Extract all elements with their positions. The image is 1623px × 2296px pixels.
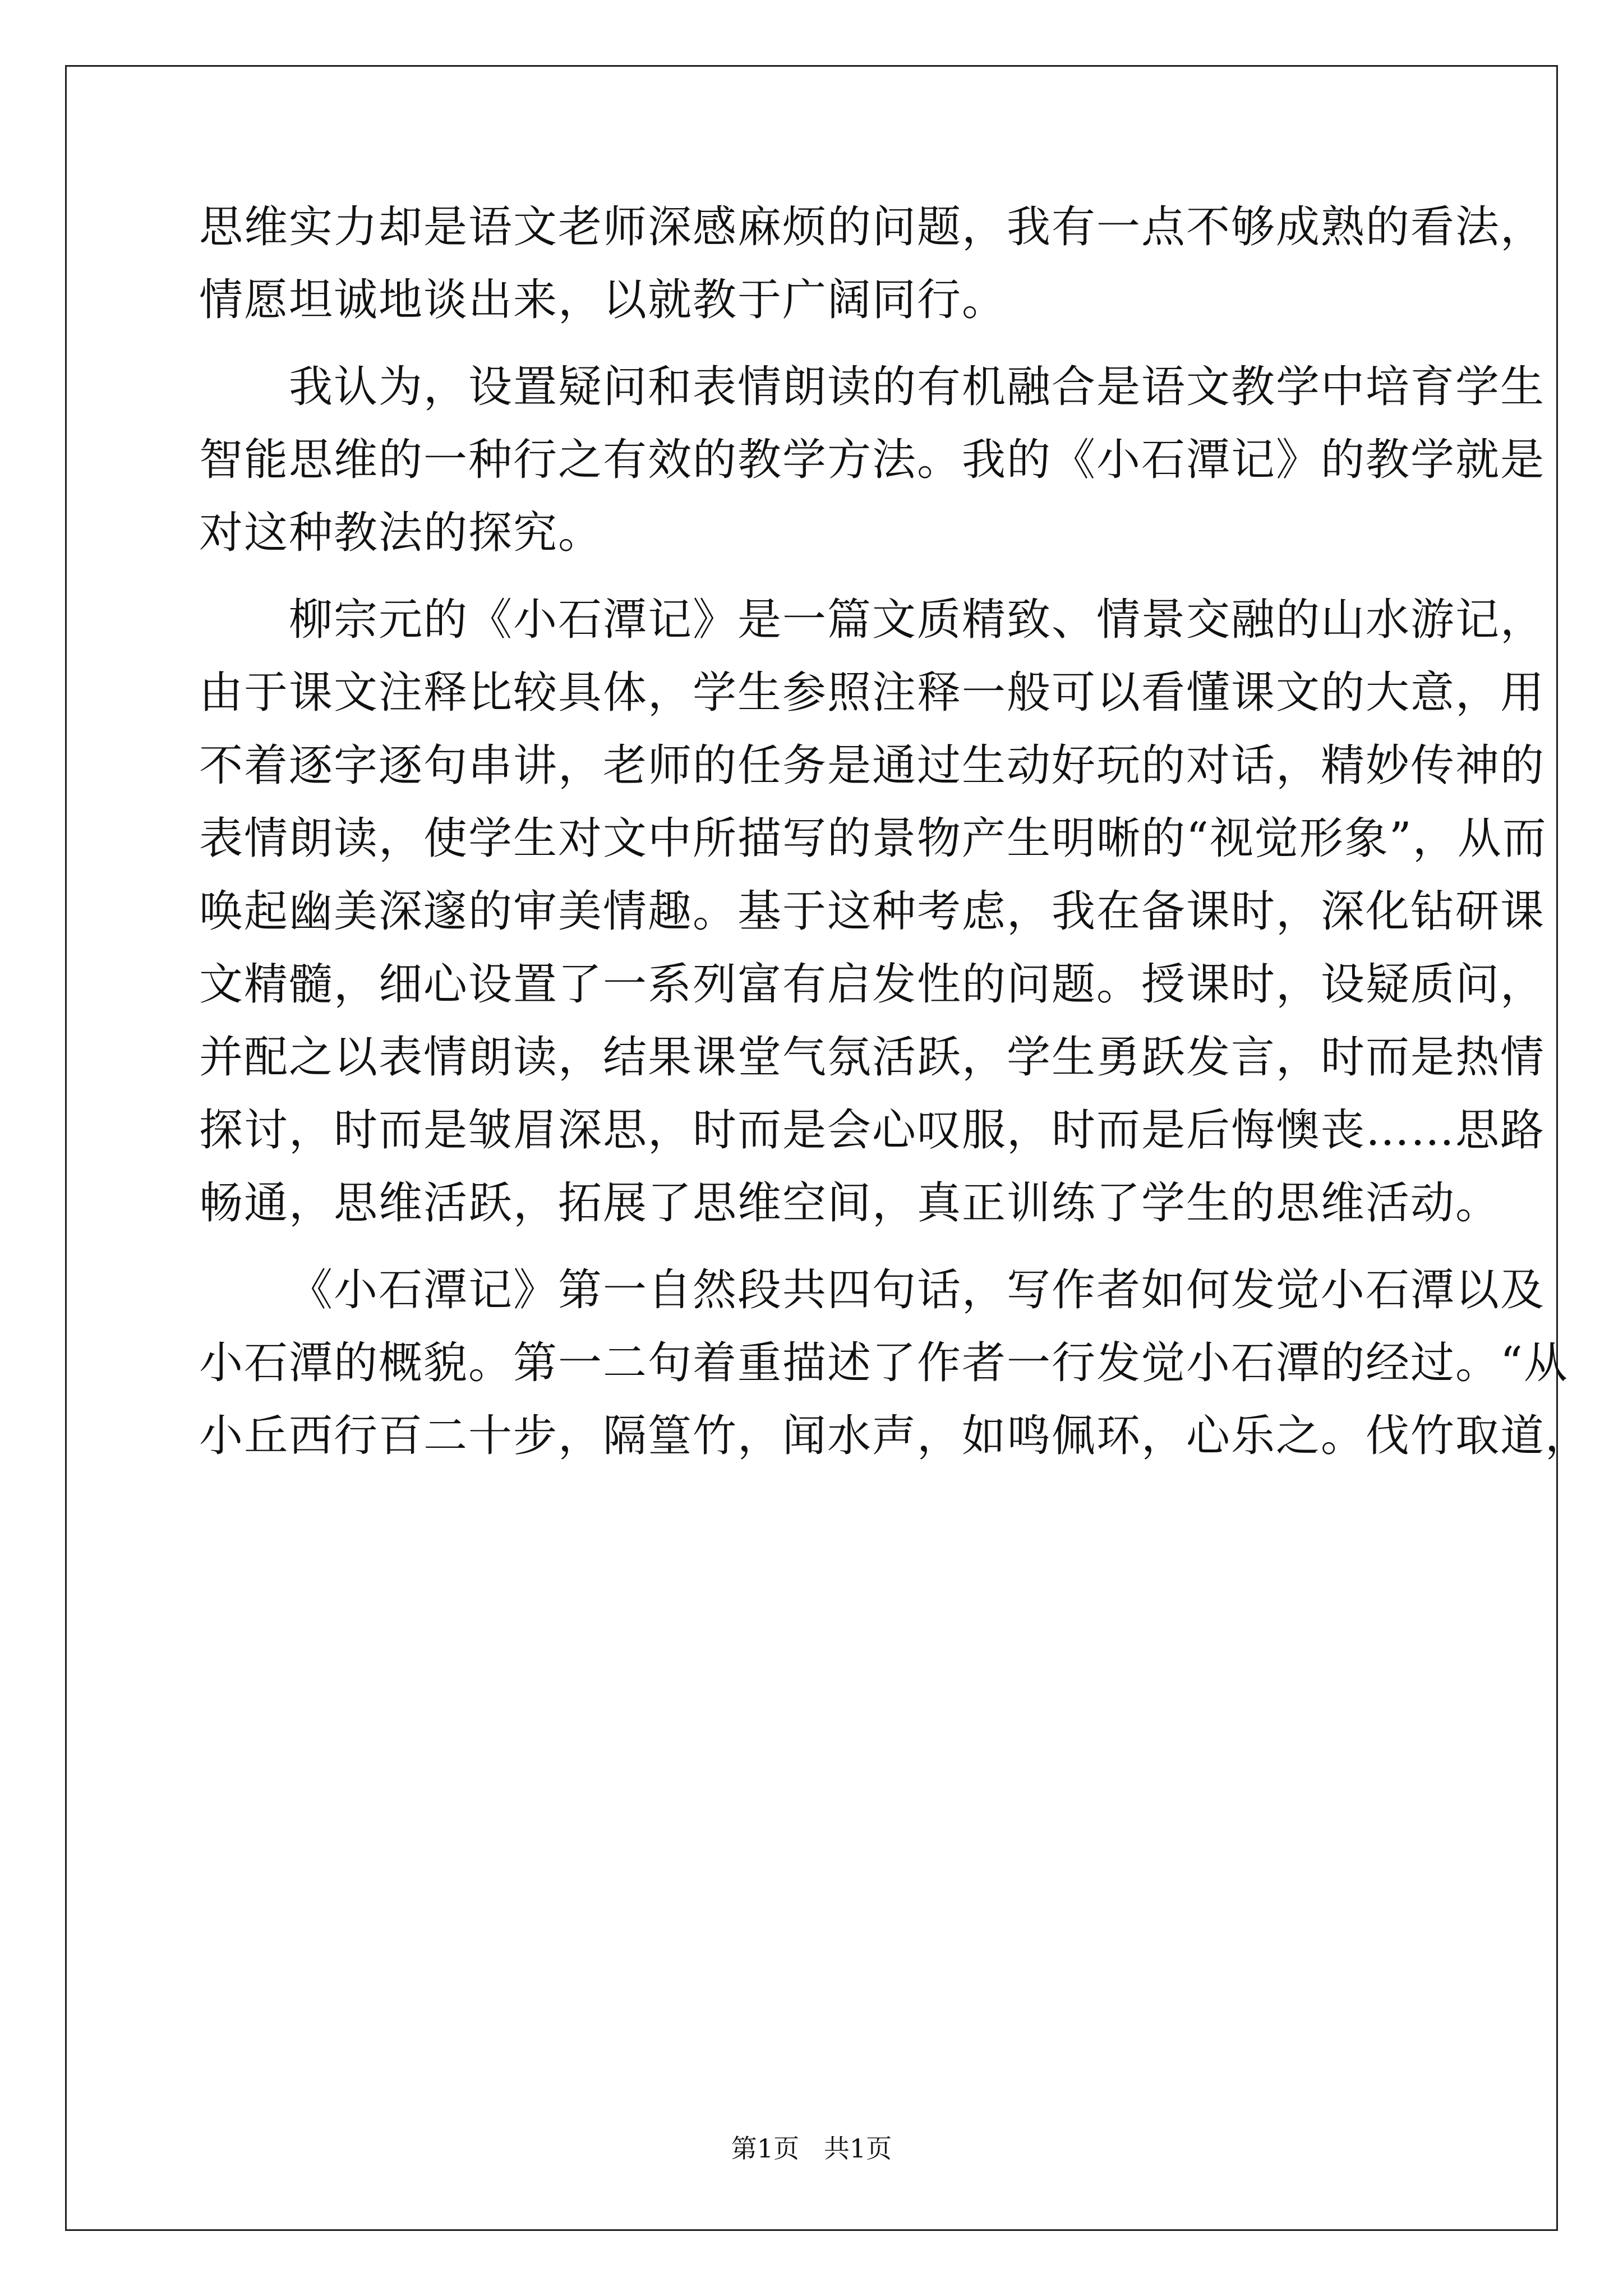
text-line: 《小石潭记》第一自然段共四句话，写作者如何发觉小石潭以及 xyxy=(289,1265,1546,1315)
text-line: 小石潭的概貌。第一二句着重描述了作者一行发觉小石潭的经过。“从 xyxy=(199,1338,1569,1388)
text-line: 不着逐字逐句串讲，老师的任务是通过生动好玩的对话，精妙传神的 xyxy=(199,740,1546,791)
text-line: 唤起幽美深邃的审美情趣。基于这种考虑，我在备课时，深化钻研课 xyxy=(199,886,1546,937)
text-line: 我认为，设置疑问和表情朗读的有机融合是语文教学中培育学生 xyxy=(289,362,1546,412)
text-line: 情愿坦诚地谈出来，以就教于广阔同行。 xyxy=(199,275,1007,325)
text-line: 柳宗元的《小石潭记》是一篇文质精致、情景交融的山水游记， xyxy=(289,595,1546,645)
text-line: 对这种教法的探究。 xyxy=(199,508,603,558)
text-line: 智能思维的一种行之有效的教学方法。我的《小石潭记》的教学就是 xyxy=(199,435,1546,485)
text-line: 小丘西行百二十步，隔篁竹，闻水声，如鸣佩环，心乐之。伐竹取道， xyxy=(199,1411,1590,1461)
text-line: 文精髓，细心设置了一系列富有启发性的问题。授课时，设疑质问， xyxy=(199,959,1546,1010)
text-line: 表情朗读，使学生对文中所描写的景物产生明晰的“视觉形象”，从而 xyxy=(199,813,1547,864)
text-line: 并配之以表情朗读，结果课堂气氛活跃，学生勇跃发言，时而是热情 xyxy=(199,1032,1546,1083)
text-line: 由于课文注释比较具体，学生参照注释一般可以看懂课文的大意，用 xyxy=(199,668,1546,718)
text-line: 畅通，思维活跃，拓展了思维空间，真正训练了学生的思维活动。 xyxy=(199,1178,1501,1228)
page-footer: 第1页 共1页 xyxy=(731,2133,892,2164)
text-line: 探讨，时而是皱眉深思，时而是会心叹服，时而是后悔懊丧……思路 xyxy=(199,1105,1546,1156)
text-line: 思维实力却是语文老师深感麻烦的问题，我有一点不够成熟的看法， xyxy=(199,202,1546,252)
